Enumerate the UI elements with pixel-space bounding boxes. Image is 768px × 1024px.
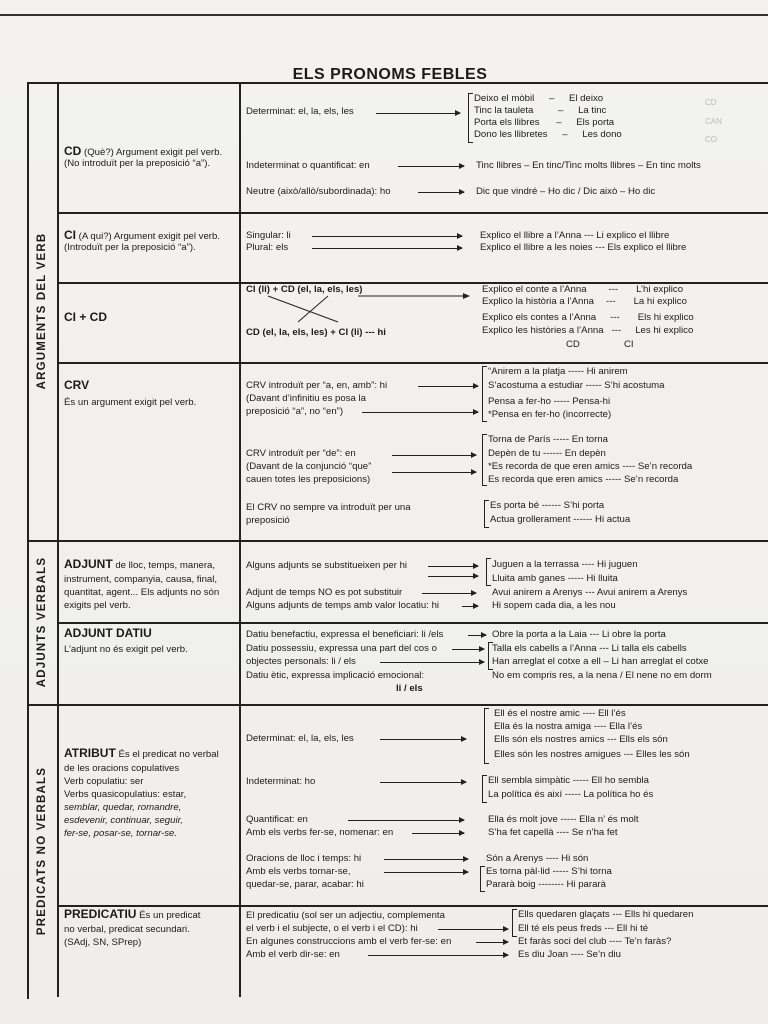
adjunt-rule-1: Alguns adjunts se substitueixen per hi (246, 560, 408, 571)
atribut-description: Verbs quasicopulatius: estar, (64, 789, 187, 800)
crv-example-7: *Es recorda de que eren amics ---- Se’n recorda (488, 461, 693, 472)
bleed-through: CO (705, 135, 717, 144)
brace (482, 775, 487, 803)
atribut-example-4: Elles són les nostres amigues --- Elles les són (494, 749, 690, 760)
arrow (428, 566, 478, 567)
cicd-example-1: Explico el conte a l’Anna --- L’hi explico (482, 284, 684, 295)
brace (484, 708, 489, 764)
crv-example-6: Depèn de tu ------ En depèn (488, 448, 606, 459)
atribut-example-10: Es torna pàl·lid ----- S’hi torna (486, 866, 612, 877)
arrow (462, 606, 478, 607)
cicd-swap-arrows (240, 292, 480, 332)
crv-example-9: Es porta bé ------ S’hi porta (490, 500, 605, 511)
atribut-description: esdevenir, continuar, seguir, (64, 815, 183, 826)
datiu-rule-3-pronoun: li / els (396, 683, 423, 694)
ci-example-2: Explico el llibre a les noies --- Els explico el llibre (480, 242, 687, 253)
arrow (468, 635, 486, 636)
atribut-example-2: Ella és la nostra amiga ---- Ella l’és (494, 721, 643, 732)
ci-description: (Introduït per la preposició “a”). (64, 242, 196, 253)
arrow (418, 192, 464, 193)
arrow (418, 386, 478, 387)
cd-heading-line: CD (Què?) Argument exigit pel verb. (64, 144, 223, 158)
crv-rule-1-note: (Davant d’infinitiu es posa la (246, 393, 366, 404)
datiu-description: L’adjunt no és exigit pel verb. (64, 644, 188, 655)
cd-example-5: Tinc llibres – En tinc/Tinc molts llibres – En tinc molts (476, 160, 701, 171)
cicd-example-3: Explico els contes a l’Anna --- Els hi explico (482, 312, 694, 323)
cicd-example-4: Explico les històries a l’Anna --- Les hi explico (482, 325, 694, 336)
arrow (380, 782, 466, 783)
row-divider (57, 622, 768, 624)
atribut-rule-1: Determinat: el, la, els, les (246, 733, 354, 744)
atribut-heading-line: ATRIBUT És el predicat no verbal (64, 746, 219, 760)
crv-rule-1-note: preposició “a”, no “en”) (246, 406, 344, 417)
datiu-rule-2: objectes personals: li / els (246, 656, 356, 667)
datiu-example-1: Obre la porta a la Laia --- Li obre la porta (492, 629, 666, 640)
atribut-example-5: Ell sembla simpàtic ----- Ell ho sembla (488, 775, 649, 786)
arrow (348, 820, 464, 821)
arrow (312, 236, 462, 237)
crv-rule-2: CRV introduït per “de”: en (246, 448, 356, 459)
crv-example-4: *Pensa en fer-ho (incorrecte) (488, 409, 612, 420)
atribut-example-7: Ella és molt jove ----- Ella n’ és molt (488, 814, 639, 825)
row-divider (57, 362, 768, 364)
arrow (368, 955, 508, 956)
side-label-adjunts: ADJUNTS VERBALS (36, 556, 48, 688)
cd-rule-neutre: Neutre (això/allò/subordinada): ho (246, 186, 391, 197)
arrow (380, 662, 484, 663)
crv-example-10: Actua grollerament ------ Hi actua (490, 514, 631, 525)
predicatiu-example-2: Ell té els peus freds --- Ell hi té (518, 923, 649, 934)
adjunt-rule-3: Alguns adjunts de temps amb valor locatiu: hi (246, 600, 440, 611)
adjunt-example-2: Lluita amb ganes ----- Hi lluita (492, 573, 618, 584)
bleed-through: CAN (705, 117, 722, 126)
predicatiu-heading-line: PREDICATIU És un predicat (64, 907, 201, 921)
atribut-example-1: Ell és el nostre amic ---- Ell l’és (494, 708, 626, 719)
predicatiu-example-3: Et faràs soci del club ---- Te’n faràs? (518, 936, 672, 947)
cd-example-2: Tinc la tauleta – La tinc (474, 105, 607, 116)
crv-rule-1: CRV introduït per “a, en, amb”: hi (246, 380, 388, 391)
brace (482, 366, 487, 422)
atribut-rule-4b: Amb els verbs tornar-se, (246, 866, 351, 877)
side-label-predicats: PREDICATS NO VERBALS (36, 766, 48, 936)
cicd-example-2: Explico la història a l’Anna --- La hi explico (482, 296, 687, 307)
arrow (452, 649, 484, 650)
crv-description: És un argument exigit pel verb. (64, 397, 197, 408)
atribut-example-11: Pararà boig -------- Hi pararà (486, 879, 606, 890)
predicatiu-description: no verbal, predicat secundari. (64, 924, 190, 935)
crv-example-5: Torna de París ----- En torna (488, 434, 608, 445)
datiu-example-4: No em compris res, a la nena / El nene no em dorm (492, 670, 712, 681)
side-label-arguments: ARGUMENTS DEL VERB (36, 232, 48, 390)
ci-heading-line: CI (A qui?) Argument exigit pel verb. (64, 228, 220, 242)
datiu-rule-1: Datiu benefactiu, expressa el beneficiari: li /els (246, 629, 444, 640)
datiu-rule-2: Datiu possessiu, expressa una part del cos o (246, 643, 437, 654)
cd-rule-determinat: Determinat: el, la, els, les (246, 106, 354, 117)
brace (512, 909, 517, 937)
row-divider (27, 704, 768, 706)
cd-example-3: Porta els llibres – Els porta (474, 117, 615, 128)
predicatiu-rule-1: El predicatiu (sol ser un adjectiu, complementa (246, 910, 445, 921)
crv-example-3: Pensa a fer-ho ----- Pensa-hi (488, 396, 611, 407)
atribut-rule-4b: quedar-se, parar, acabar: hi (246, 879, 364, 890)
arrow (384, 872, 468, 873)
arrow (412, 833, 464, 834)
adjunt-example-3: Avui anirem a Arenys --- Avui anirem a Arenys (492, 587, 688, 598)
crv-example-1: “Anirem a la platja ----- Hi anirem (488, 366, 628, 377)
atribut-rule-2: Indeterminat: ho (246, 776, 316, 787)
cd-example-6: Dic que vindré – Ho dic / Dic això – Ho dic (476, 186, 656, 197)
atribut-description: de les oracions copulatives (64, 763, 180, 774)
ci-example-1: Explico el llibre a l’Anna --- Li explico el llibre (480, 230, 670, 241)
adjunt-rule-2: Adjunt de temps NO es pot substituir (246, 587, 403, 598)
atribut-example-9: Són a Arenys ---- Hi són (486, 853, 589, 864)
cicd-rule-1: CI (li) + CD (el, la, els, les) (246, 284, 363, 295)
atribut-rule-3: Quantificat: en (246, 814, 308, 825)
arrow (380, 739, 466, 740)
cd-example-1: Deixo el mòbil – El deixo (474, 93, 604, 104)
atribut-rule-4: Oracions de lloc i temps: hi (246, 853, 362, 864)
brace (484, 500, 489, 528)
row-divider (57, 905, 768, 907)
arrow (392, 472, 476, 473)
arrow (362, 412, 478, 413)
predicatiu-rule-1: el verb i el subjecte, o el verb i el CD): hi (246, 923, 418, 934)
page-title: ELS PRONOMS FEBLES (292, 66, 488, 83)
predicatiu-description: (SAdj, SN, SPrep) (64, 937, 142, 948)
crv-rule-3: preposició (246, 515, 290, 526)
cicd-label-ci: CI (624, 339, 634, 350)
arrow (392, 455, 476, 456)
predicatiu-example-1: Ells quedaren glaçats --- Ells hi quedaren (518, 909, 694, 920)
adjunt-description: exigits pel verb. (64, 600, 131, 611)
cicd-rule-2: CD (el, la, els, les) + CI (li) --- hi (246, 327, 386, 338)
arrow (312, 248, 462, 249)
bleed-through: CD (705, 98, 717, 107)
ci-rule-plural: Plural: els (246, 242, 289, 253)
datiu-example-2: Talla els cabells a l’Anna --- Li talla els cabells (492, 643, 687, 654)
arrow (398, 166, 464, 167)
cicd-label-cd: CD (566, 339, 580, 350)
crv-example-2: S’acostuma a estudiar ----- S’hi acostuma (488, 380, 665, 391)
predicatiu-rule-3: Amb el verb dir-se: en (246, 949, 340, 960)
row-divider (27, 540, 768, 542)
arrow (376, 113, 460, 114)
scan-edge (0, 14, 768, 16)
atribut-example-6: La política és així ----- La política ho és (488, 789, 654, 800)
datiu-example-3: Han arreglat el cotxe a ell – Li han arreglat el cotxe (492, 656, 709, 667)
crv-rule-2-note: cauen totes les preposicions) (246, 474, 371, 485)
adjunt-example-1: Juguen a la terrassa ---- Hi juguen (492, 559, 638, 570)
cd-description: (No introduït per la preposició “a”). (64, 158, 211, 169)
datiu-heading: ADJUNT DATIU (64, 626, 152, 640)
adjunt-heading-line: ADJUNT de lloc, temps, manera, (64, 557, 216, 571)
arrow (422, 593, 476, 594)
adjunt-example-4: Hi sopem cada dia, a les nou (492, 600, 616, 611)
ci-rule-singular: Singular: li (246, 230, 291, 241)
brace (480, 866, 485, 892)
atribut-description: Verb copulatiu: ser (64, 776, 144, 787)
arrow (476, 942, 508, 943)
crv-rule-2-note: (Davant de la conjunció “que” (246, 461, 372, 472)
adjunt-description: quantitat, agent... Els adjunts no són (64, 587, 220, 598)
adjunt-description: instrument, companyia, causa, final, (64, 574, 218, 585)
arrow (438, 929, 508, 930)
predicatiu-rule-2: En algunes construccions amb el verb fer-se: en (246, 936, 452, 947)
brace (486, 558, 491, 586)
predicatiu-example-4: Es diu Joan ---- Se’n diu (518, 949, 621, 960)
cd-example-4: Dono les llibretes – Les dono (474, 129, 622, 140)
crv-heading: CRV (64, 378, 90, 392)
atribut-example-8: S’ha fet capellà ---- Se n’ha fet (488, 827, 618, 838)
arrow (428, 576, 478, 577)
atribut-description: fer-se, posar-se, tornar-se. (64, 828, 178, 839)
crv-rule-3: El CRV no sempre va introduït per una (246, 502, 411, 513)
arrow (384, 859, 468, 860)
brace (482, 434, 487, 486)
atribut-rule-3b: Amb els verbs fer-se, nomenar: en (246, 827, 394, 838)
datiu-rule-3: Datiu ètic, expressa implicació emocional: (246, 670, 425, 681)
crv-example-8: Es recorda que eren amics ----- Se’n recorda (488, 474, 679, 485)
row-divider (57, 212, 768, 214)
cicd-heading: CI + CD (64, 310, 108, 324)
atribut-example-3: Ells són els nostres amics --- Ells els són (494, 734, 668, 745)
atribut-description: semblar, quedar, romandre, (64, 802, 182, 813)
brace (468, 93, 473, 143)
cd-rule-indeterminat: Indeterminat o quantificat: en (246, 160, 370, 171)
